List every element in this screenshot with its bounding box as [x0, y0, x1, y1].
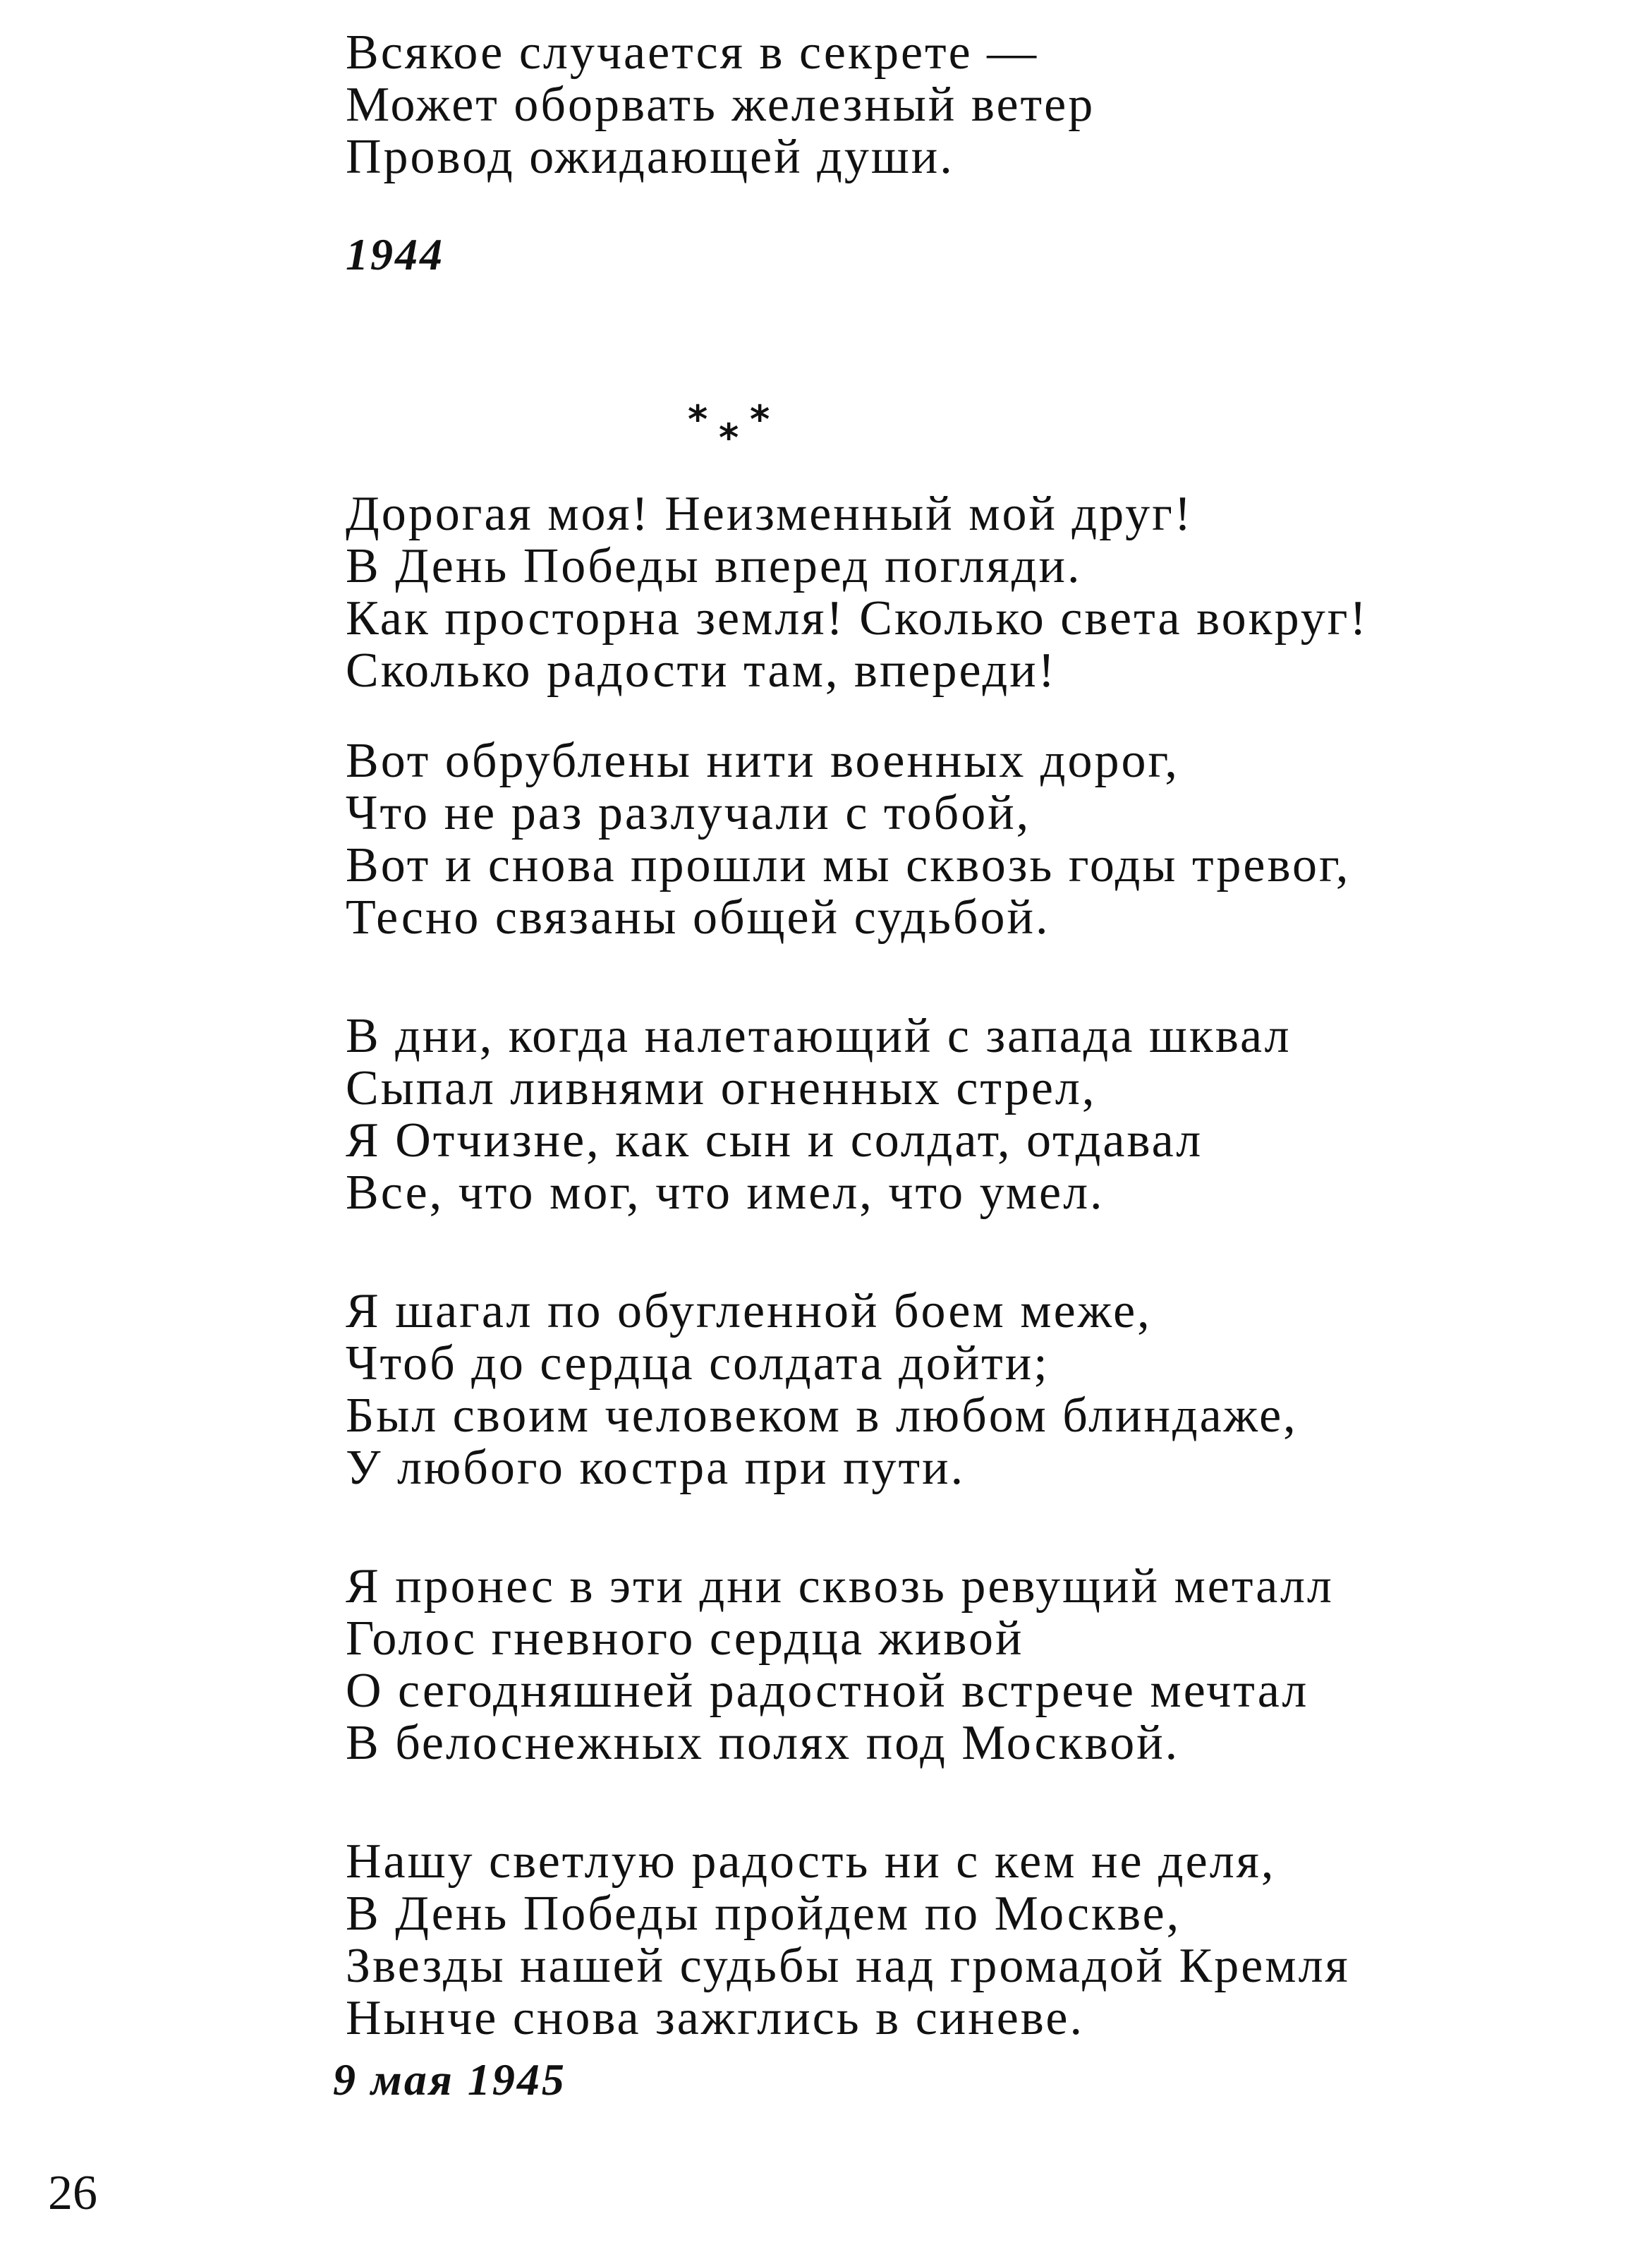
- stanza: [346, 1010, 1292, 1219]
- poem-line: Чтоб до сердца солдата дойти;: [346, 1336, 1050, 1391]
- poem-line: Тесно связаны общей судьбой.: [346, 890, 1050, 945]
- poem-date: 9 мая 1945: [333, 2054, 566, 2105]
- stanza: [346, 488, 1368, 697]
- stanza: [346, 1836, 1350, 2045]
- stanza: [346, 1561, 1334, 1769]
- poem-line: Я Отчизне, как сын и солдат, отдавал: [346, 1113, 1203, 1168]
- poem-line: У любого костра при пути.: [346, 1441, 966, 1495]
- poem-line: Вот и снова прошли мы сквозь годы тревог,: [346, 838, 1351, 892]
- previous-poem-ending: [346, 27, 1095, 183]
- asterisk: *: [688, 397, 708, 442]
- poem-line: В белоснежных полях под Москвой.: [346, 1716, 1180, 1770]
- poem-line: Сыпал ливнями огненных стрел,: [346, 1061, 1097, 1115]
- poem-line: Сколько радости там, впереди!: [346, 643, 1057, 698]
- poem-line: В дни, когда налетающий с запада шквал: [346, 1009, 1292, 1063]
- poem-line: О сегодняшней радостной встрече мечтал: [346, 1664, 1309, 1718]
- previous-poem-date: 1944: [346, 229, 444, 279]
- poem-line: Всякое случается в секрете —: [346, 25, 1039, 80]
- poem-separator-asterism: [688, 395, 829, 459]
- poem-line: Провод ожидающей души.: [346, 130, 954, 184]
- poem-line: Все, что мог, что имел, что умел.: [346, 1166, 1105, 1220]
- poem-line: Вот обрублены нити военных дорог,: [346, 734, 1179, 788]
- poem-line: Голос гневного сердца живой: [346, 1611, 1024, 1666]
- poem-line: Нашу светлую радость ни с кем не деля,: [346, 1834, 1276, 1889]
- poem-line: В День Победы вперед погляди.: [346, 539, 1082, 593]
- poem-line: Звезды нашей судьбы над громадой Кремля: [346, 1939, 1350, 1993]
- page-number: 26: [48, 2166, 97, 2220]
- poem-line: Как просторна земля! Сколько света вокруг!: [346, 591, 1368, 646]
- stanza: [346, 1285, 1298, 1494]
- poem-line: В День Победы пройдем по Москве,: [346, 1887, 1182, 1941]
- poem-line: Я шагал по обугленной боем меже,: [346, 1284, 1152, 1338]
- asterisk: *: [750, 397, 770, 442]
- poem-line: Может оборвать железный ветер: [346, 78, 1095, 132]
- poem-line: Я пронес в эти дни сквозь ревущий металл: [346, 1559, 1334, 1614]
- poem-line: Нынче снова зажглись в синеве.: [346, 1991, 1084, 2045]
- stanza: [346, 735, 1350, 944]
- poem-line: Дорогая моя! Неизменный мой друг!: [346, 487, 1194, 541]
- asterisk: *: [719, 416, 739, 460]
- poem-line: Что не раз разлучали с тобой,: [346, 786, 1031, 840]
- poem-line: Был своим человеком в любом блиндаже,: [346, 1388, 1298, 1443]
